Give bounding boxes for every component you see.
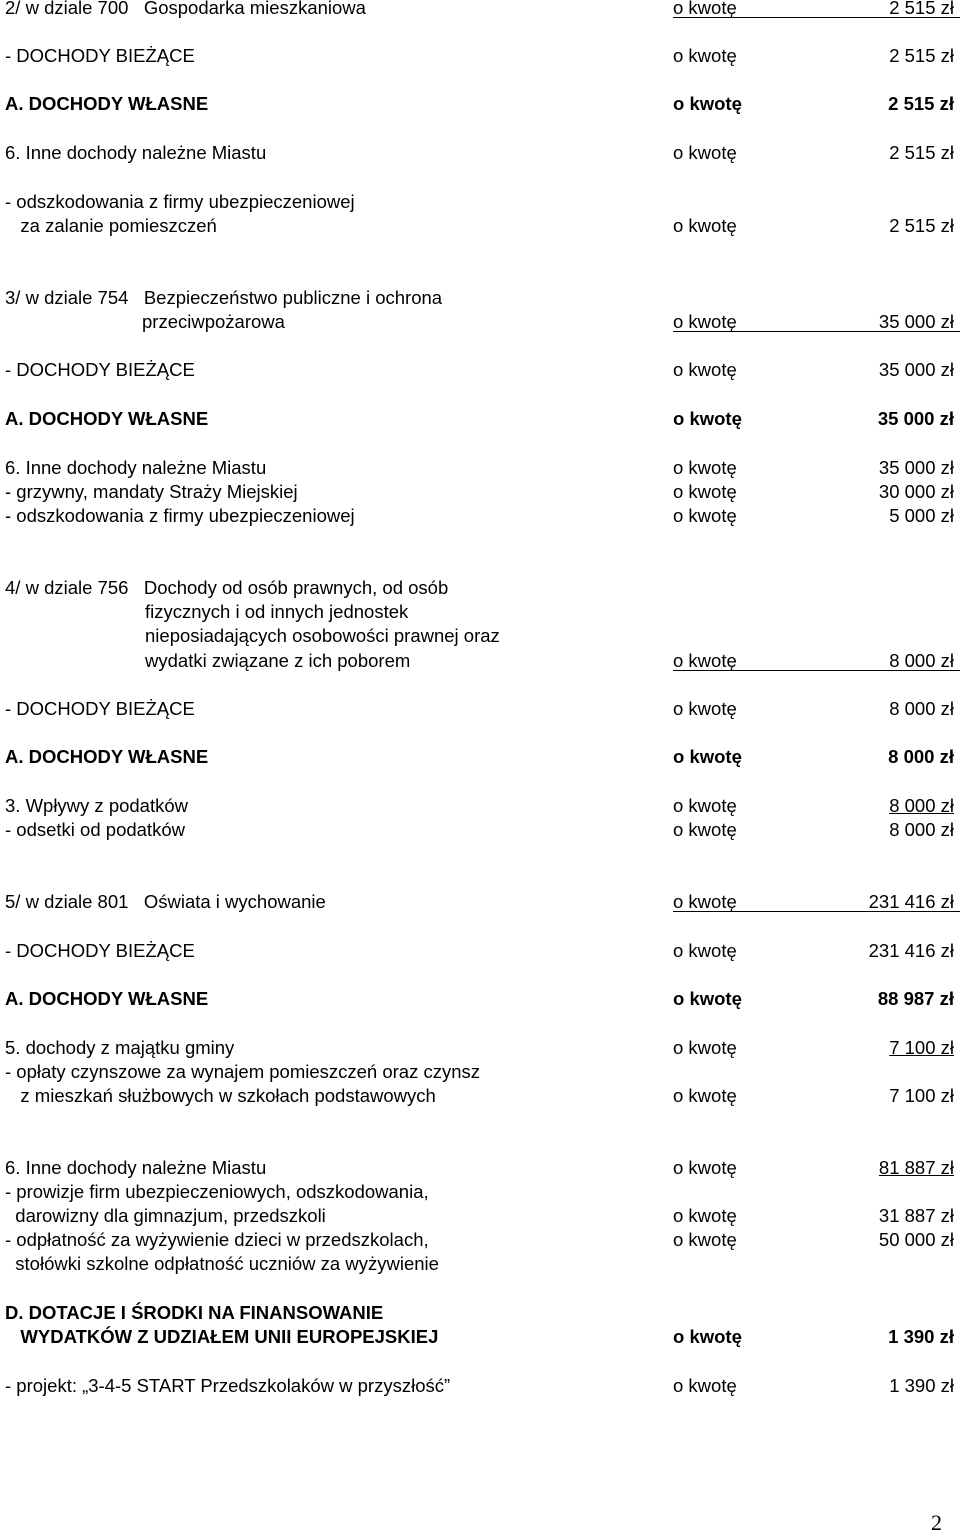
section-title-cont: wydatki związane z ich poborem <box>145 650 411 671</box>
amount-prefix: o kwotę <box>673 988 742 1009</box>
row <box>0 480 960 504</box>
row <box>0 214 960 238</box>
row <box>0 1228 960 1252</box>
amount: 35 000 zł <box>878 457 954 478</box>
section-title-cont: fizycznych i od innych jednostek <box>145 601 409 622</box>
amount: 8 000 zł <box>889 795 954 816</box>
row <box>0 141 960 165</box>
amount: 2 515 zł <box>889 215 954 236</box>
row <box>0 794 960 818</box>
amount-prefix: o kwotę <box>673 746 742 767</box>
row <box>0 697 960 721</box>
row-label: z mieszkań służbowych w szkołach podstawowych <box>5 1085 436 1106</box>
row-label: - odsetki od podatków <box>5 819 185 840</box>
amount: 7 100 zł <box>889 1037 954 1058</box>
amount-prefix: o kwotę <box>673 93 742 114</box>
section-title: D. DOTACJE I ŚRODKI NA FINANSOWANIE <box>5 1302 384 1323</box>
amount: 81 887 zł <box>878 1157 954 1178</box>
row <box>0 504 960 528</box>
row <box>0 456 960 480</box>
section-d-header-cont <box>0 1325 960 1349</box>
row-label: - DOCHODY BIEŻĄCE <box>5 45 195 66</box>
amount-prefix: o kwotę <box>673 1375 737 1396</box>
row-label: stołówki szkolne odpłatność uczniów za wyżywienie <box>5 1253 439 1274</box>
row-label: - DOCHODY BIEŻĄCE <box>5 940 195 961</box>
row-label: A. DOCHODY WŁASNE <box>5 93 209 114</box>
section-title: 4/ w dziale 756 Dochody od osób prawnych, od osób <box>5 577 449 598</box>
row-label: - opłaty czynszowe za wynajem pomieszczeń oraz czynsz <box>5 1061 481 1082</box>
row-label: 3. Wpływy z podatków <box>5 795 189 816</box>
section-title: 5/ w dziale 801 Oświata i wychowanie <box>5 891 326 912</box>
section-756-header-cont <box>0 649 960 673</box>
amount-prefix: o kwotę <box>673 359 737 380</box>
amount-prefix: o kwotę <box>673 1326 742 1347</box>
amount-prefix: o kwotę <box>673 215 737 236</box>
amount: 1 390 zł <box>889 1375 954 1396</box>
amount: 35 000 zł <box>878 359 954 380</box>
amount: 30 000 zł <box>878 481 954 502</box>
row-label: 6. Inne dochody należne Miastu <box>5 1157 267 1178</box>
amount-prefix: o kwotę <box>673 457 737 478</box>
amount: 231 416 zł <box>868 891 954 912</box>
amount: 35 000 zł <box>878 311 954 332</box>
row <box>0 358 960 382</box>
row <box>0 1180 960 1204</box>
amount: 2 515 zł <box>888 93 954 114</box>
amount: 2 515 zł <box>889 142 954 163</box>
amount-prefix: o kwotę <box>673 698 737 719</box>
amount: 50 000 zł <box>878 1229 954 1250</box>
row <box>0 190 960 214</box>
section-801-header <box>0 890 960 914</box>
section-756-header <box>0 576 960 600</box>
row-label: 6. Inne dochody należne Miastu <box>5 142 267 163</box>
amount: 8 000 zł <box>889 819 954 840</box>
amount-prefix: o kwotę <box>673 650 737 671</box>
amount-prefix: o kwotę <box>673 1157 737 1178</box>
section-756-header-cont <box>0 600 960 624</box>
amount: 35 000 zł <box>877 408 954 429</box>
amount: 1 390 zł <box>888 1326 954 1347</box>
section-754-header <box>0 286 960 310</box>
amount: 8 000 zł <box>889 650 954 671</box>
section-title-cont: WYDATKÓW Z UDZIAŁEM UNII EUROPEJSKIEJ <box>5 1326 439 1347</box>
row <box>0 939 960 963</box>
row-label: 6. Inne dochody należne Miastu <box>5 457 267 478</box>
row-label: - odszkodowania z firmy ubezpieczeniowej <box>5 505 355 526</box>
row <box>0 987 960 1011</box>
section-title-cont: przeciwpożarowa <box>142 311 285 332</box>
row <box>0 1252 960 1276</box>
row <box>0 1156 960 1180</box>
amount: 231 416 zł <box>868 940 954 961</box>
row <box>0 1204 960 1228</box>
row-label: za zalanie pomieszczeń <box>5 215 217 236</box>
amount: 8 000 zł <box>889 698 954 719</box>
row <box>0 745 960 769</box>
section-title-cont: nieposiadających osobowości prawnej oraz <box>145 625 500 646</box>
amount-prefix: o kwotę <box>673 45 737 66</box>
amount-prefix: o kwotę <box>673 1037 737 1058</box>
amount: 2 515 zł <box>889 45 954 66</box>
row-label: A. DOCHODY WŁASNE <box>5 988 209 1009</box>
row-label: - DOCHODY BIEŻĄCE <box>5 698 195 719</box>
row-label: - prowizje firm ubezpieczeniowych, odszkodowania, <box>5 1181 429 1202</box>
amount: 5 000 zł <box>889 505 954 526</box>
section-title: 2/ w dziale 700 Gospodarka mieszkaniowa <box>5 0 366 18</box>
page-number: 2 <box>931 1510 942 1535</box>
amount-prefix: o kwotę <box>673 142 737 163</box>
amount-prefix: o kwotę <box>673 505 737 526</box>
amount-prefix: o kwotę <box>673 1085 737 1106</box>
row-label: - projekt: „3-4-5 START Przedszkolaków w przyszłość” <box>5 1375 451 1396</box>
amount-prefix: o kwotę <box>673 0 737 18</box>
row-label: 5. dochody z majątku gminy <box>5 1037 235 1058</box>
section-d-header <box>0 1301 960 1325</box>
row <box>0 1374 960 1398</box>
amount: 2 515 zł <box>889 0 954 18</box>
amount-prefix: o kwotę <box>673 819 737 840</box>
row <box>0 92 960 116</box>
amount-prefix: o kwotę <box>673 1205 737 1226</box>
row-label: - odszkodowania z firmy ubezpieczeniowej <box>5 191 355 212</box>
section-756-header-cont <box>0 624 960 648</box>
amount-prefix: o kwotę <box>673 1229 737 1250</box>
amount: 7 100 zł <box>889 1085 954 1106</box>
amount-prefix: o kwotę <box>673 795 737 816</box>
section-754-header-cont <box>0 310 960 334</box>
row-label: darowizny dla gimnazjum, przedszkoli <box>5 1205 326 1226</box>
amount: 8 000 zł <box>888 746 954 767</box>
row-label: - grzywny, mandaty Straży Miejskiej <box>5 481 298 502</box>
row <box>0 44 960 68</box>
section-title: 3/ w dziale 754 Bezpieczeństwo publiczne i ochrona <box>5 287 443 308</box>
amount-prefix: o kwotę <box>673 891 737 912</box>
row-label: A. DOCHODY WŁASNE <box>5 408 209 429</box>
amount: 88 987 zł <box>877 988 954 1009</box>
row-label: - odpłatność za wyżywienie dzieci w przedszkolach, <box>5 1229 429 1250</box>
amount-prefix: o kwotę <box>673 940 737 961</box>
amount-prefix: o kwotę <box>673 408 742 429</box>
amount-prefix: o kwotę <box>673 481 737 502</box>
row <box>0 407 960 431</box>
row <box>0 1036 960 1060</box>
row-label: A. DOCHODY WŁASNE <box>5 746 209 767</box>
section-700-header <box>0 0 960 20</box>
row-label: - DOCHODY BIEŻĄCE <box>5 359 195 380</box>
amount: 31 887 zł <box>878 1205 954 1226</box>
amount-prefix: o kwotę <box>673 311 737 332</box>
row <box>0 1060 960 1084</box>
row <box>0 1084 960 1108</box>
row <box>0 818 960 842</box>
